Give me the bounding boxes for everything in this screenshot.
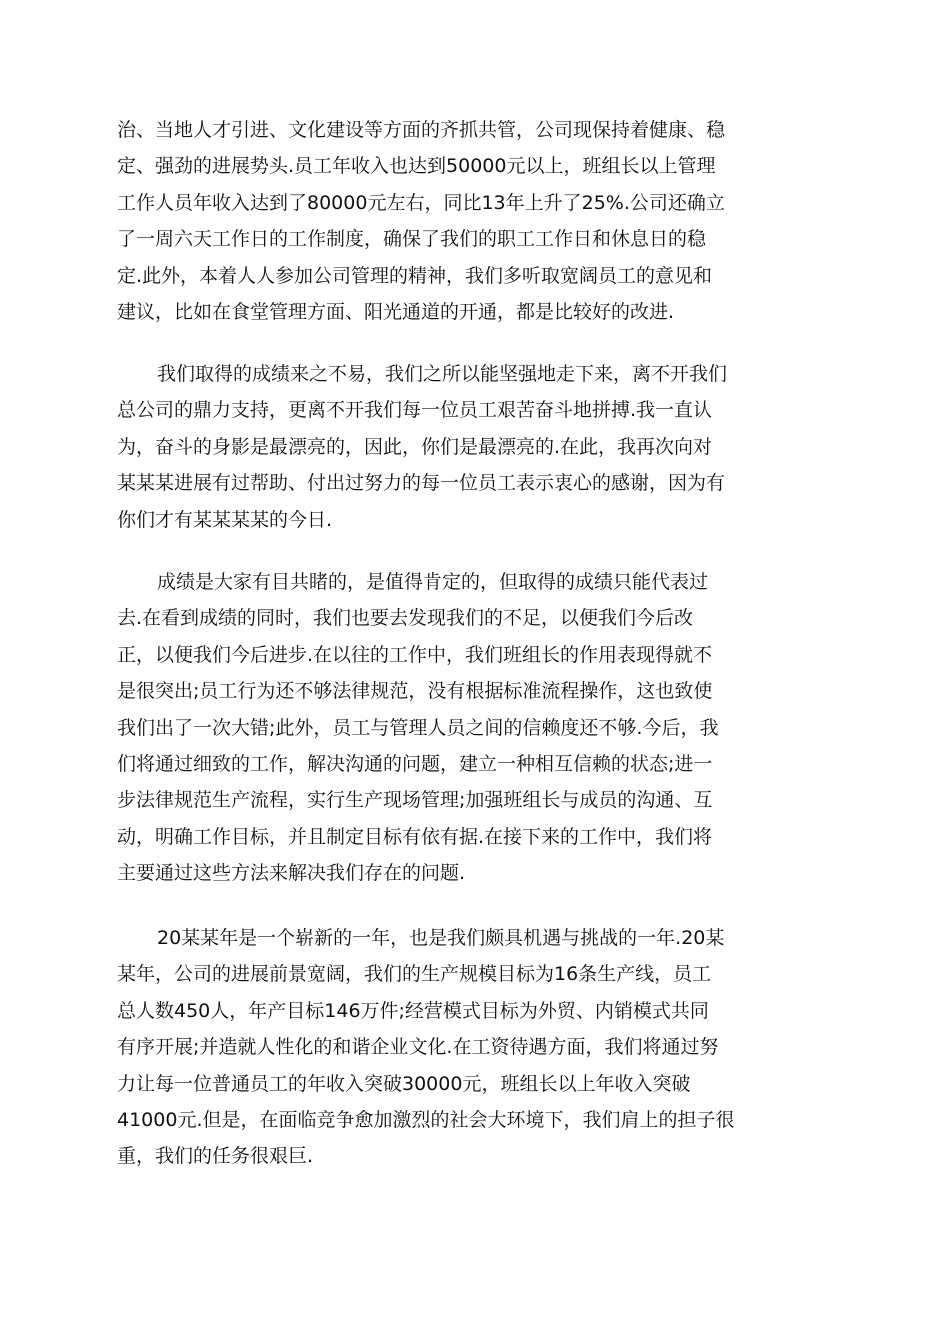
text-line: 动，明确工作目标，并且制定目标有依有据.在接下来的工作中，我们将 [117, 825, 713, 848]
text-line: 治、当地人才引进、文化建设等方面的齐抓共管，公司现保持着健康、稳 [117, 119, 726, 141]
text-line: 力让每一位普通员工的年收入突破30000元，班组长以上年收入突破 [117, 1072, 691, 1095]
paragraph-shortcomings [117, 564, 837, 892]
text-line: 定、强劲的进展势头.员工年收入也达到50000元以上，班组长以上管理 [117, 155, 716, 178]
text-line: 工作人员年收入达到了80000元左右，同比13年上升了25%.公司还确立 [117, 191, 725, 214]
text-line: 成绩是大家有目共睹的，是值得肯定的，但取得的成绩只能代表过 [157, 571, 709, 593]
text-line: 们将通过细致的工作，解决沟通的问题，建立一种相互信赖的状态;进一 [117, 752, 713, 775]
text-line: 是很突出;员工行为还不够法律规范，没有根据标准流程操作，这也致使 [117, 680, 713, 703]
text-line: 某某某进展有过帮助、付出过努力的每一位员工表示衷心的感谢，因为有 [117, 472, 726, 495]
text-line: 了一周六天工作日的工作制度，确保了我们的职工工作日和休息日的稳 [117, 228, 707, 251]
text-line: 定.此外，本着人人参加公司管理的精神，我们多听取宽阔员工的意见和 [117, 264, 713, 287]
text-line: 去.在看到成绩的同时，我们也要去发现我们的不足，以便我们今后改 [117, 607, 694, 630]
text-line: 步法律规范生产流程，实行生产现场管理;加强班组长与成员的沟通、互 [117, 789, 713, 812]
text-line: 41000元.但是，在面临竞争愈加激烈的社会大环境下，我们肩上的担子很 [117, 1108, 735, 1131]
paragraph-outlook [117, 920, 837, 1175]
text-line: 正，以便我们今后进步.在以往的工作中，我们班组长的作用表现得就不 [117, 643, 713, 666]
text-line: 为，奋斗的身影是最漂亮的，因此，你们是最漂亮的.在此，我再次向对 [117, 435, 713, 458]
paragraph-gratitude [117, 356, 837, 538]
text-line: 我们出了一次大错;此外，员工与管理人员之间的信赖度还不够.今后，我 [117, 716, 719, 739]
text-line: 你们才有某某某某的今日. [117, 508, 333, 531]
text-line: 我们取得的成绩来之不易，我们之所以能坚强地走下来，离不开我们 [157, 363, 728, 385]
text-line: 总公司的鼎力支持，更离不开我们每一位员工艰苦奋斗地拼搏.我一直认 [117, 399, 713, 422]
text-line: 有序开展;并造就人性化的和谐企业文化.在工资待遇方面，我们将通过努 [117, 1036, 719, 1059]
text-line: 建议，比如在食堂管理方面、阳光通道的开通，都是比较好的改进. [117, 300, 675, 323]
text-line: 主要通过这些方法来解决我们存在的问题. [117, 862, 466, 885]
text-line: 20某某年是一个崭新的一年，也是我们颇具机遇与挑战的一年.20某 [157, 927, 725, 949]
paragraph-continuation [117, 112, 837, 330]
text-line: 重，我们的任务很艰巨. [117, 1145, 314, 1168]
text-line: 某年，公司的进展前景宽阔，我们的生产规模目标为16条生产线，员工 [117, 963, 712, 986]
text-line: 总人数450人，年产目标146万件;经营模式目标为外贸、内销模式共同 [117, 999, 709, 1022]
